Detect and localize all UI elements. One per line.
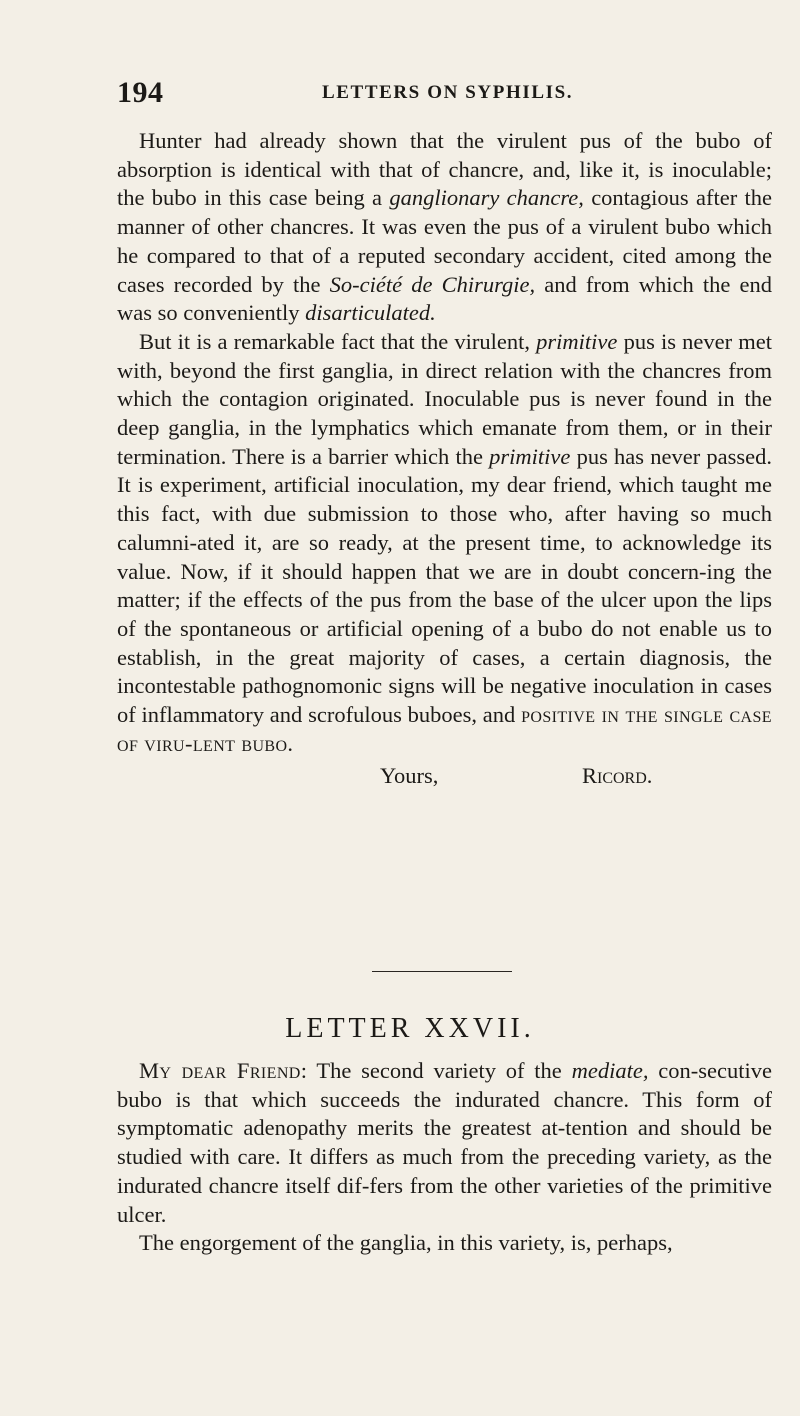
page-number: 194 — [117, 76, 164, 109]
section-divider — [372, 971, 512, 972]
italic-term: So-ciété de Chirurgie, — [329, 271, 536, 297]
small-caps-phrase: positive in the single case of viru-lent bubo. — [117, 702, 772, 756]
signer-name: Ricord. — [582, 763, 653, 789]
letter-heading: LETTER XXVII. — [285, 1013, 535, 1044]
paragraph — [117, 328, 772, 759]
text-run: : The second variety of the — [300, 1058, 572, 1083]
letter-signature — [117, 762, 772, 796]
letter-body — [117, 1057, 772, 1258]
italic-term: disarticulated. — [305, 300, 436, 326]
text-run: pus has never passed. It is experiment, artificial inoculation, my dear friend, which taught me this fact, with due submission to those who, after having so much calumni-ated it, are so ready, at the present time, to acknowledge its value. Now, if it should happen that we are in doubt concern-ing the matter; if the effects of the pus from the base of the ulcer upon the lips of the spontaneous or artificial opening of a bubo do not enable us to establish, in the great majority of cases, a certain diagnosis, the incontestable pathognomonic signs will be negative inoculation in cases of inflammatory and scrofulous buboes, and — [117, 443, 772, 728]
italic-term: primitive — [489, 443, 571, 469]
italic-term: primitive — [536, 328, 618, 354]
paragraph — [117, 127, 772, 328]
text-run: Hunter had already shown that the virulent pus of the bubo of absorption is identical with that of chancre, and, like it, is inoculable; the bubo in this case being a — [117, 128, 772, 211]
italic-term: ganglionary chancre, — [389, 185, 584, 211]
text-run: and from which the end was so conveniently — [117, 271, 772, 326]
closing: Yours, — [380, 763, 439, 789]
page-header — [117, 76, 765, 116]
salutation: My dear Friend — [139, 1058, 301, 1083]
text-run: con-secutive bubo is that which succeeds the indurated chancre. This form of symptomatic adenopathy merits the greatest at-tention and should be studied with care. It differs as much from the preceding variety, as the indurated chancre itself dif-fers from the other varieties of the primitive ulcer. — [117, 1058, 772, 1227]
italic-term: mediate, — [571, 1058, 649, 1083]
text-run: The engorgement of the ganglia, in this variety, is, perhaps, — [139, 1230, 673, 1256]
text-run: contagious after the manner of other chancres. It was even the pus of a virulent bubo which he compared to that of a reputed secondary accident, cited among the cases recorded by the — [117, 185, 772, 297]
letter-body-continued — [117, 127, 772, 796]
paragraph — [117, 1229, 772, 1258]
paragraph — [117, 1057, 772, 1229]
running-head: LETTERS ON SYPHILIS. — [322, 82, 574, 103]
text-run: But it is a remarkable fact that the virulent, — [139, 328, 537, 354]
text-run: pus is never met with, beyond the first ganglia, in direct relation with the chancres from which the contagion originated. Inoculable pus is never found in the deep ganglia, in the lymphatics which emanate from them, or in their termination. There is a barrier which the — [117, 328, 773, 469]
